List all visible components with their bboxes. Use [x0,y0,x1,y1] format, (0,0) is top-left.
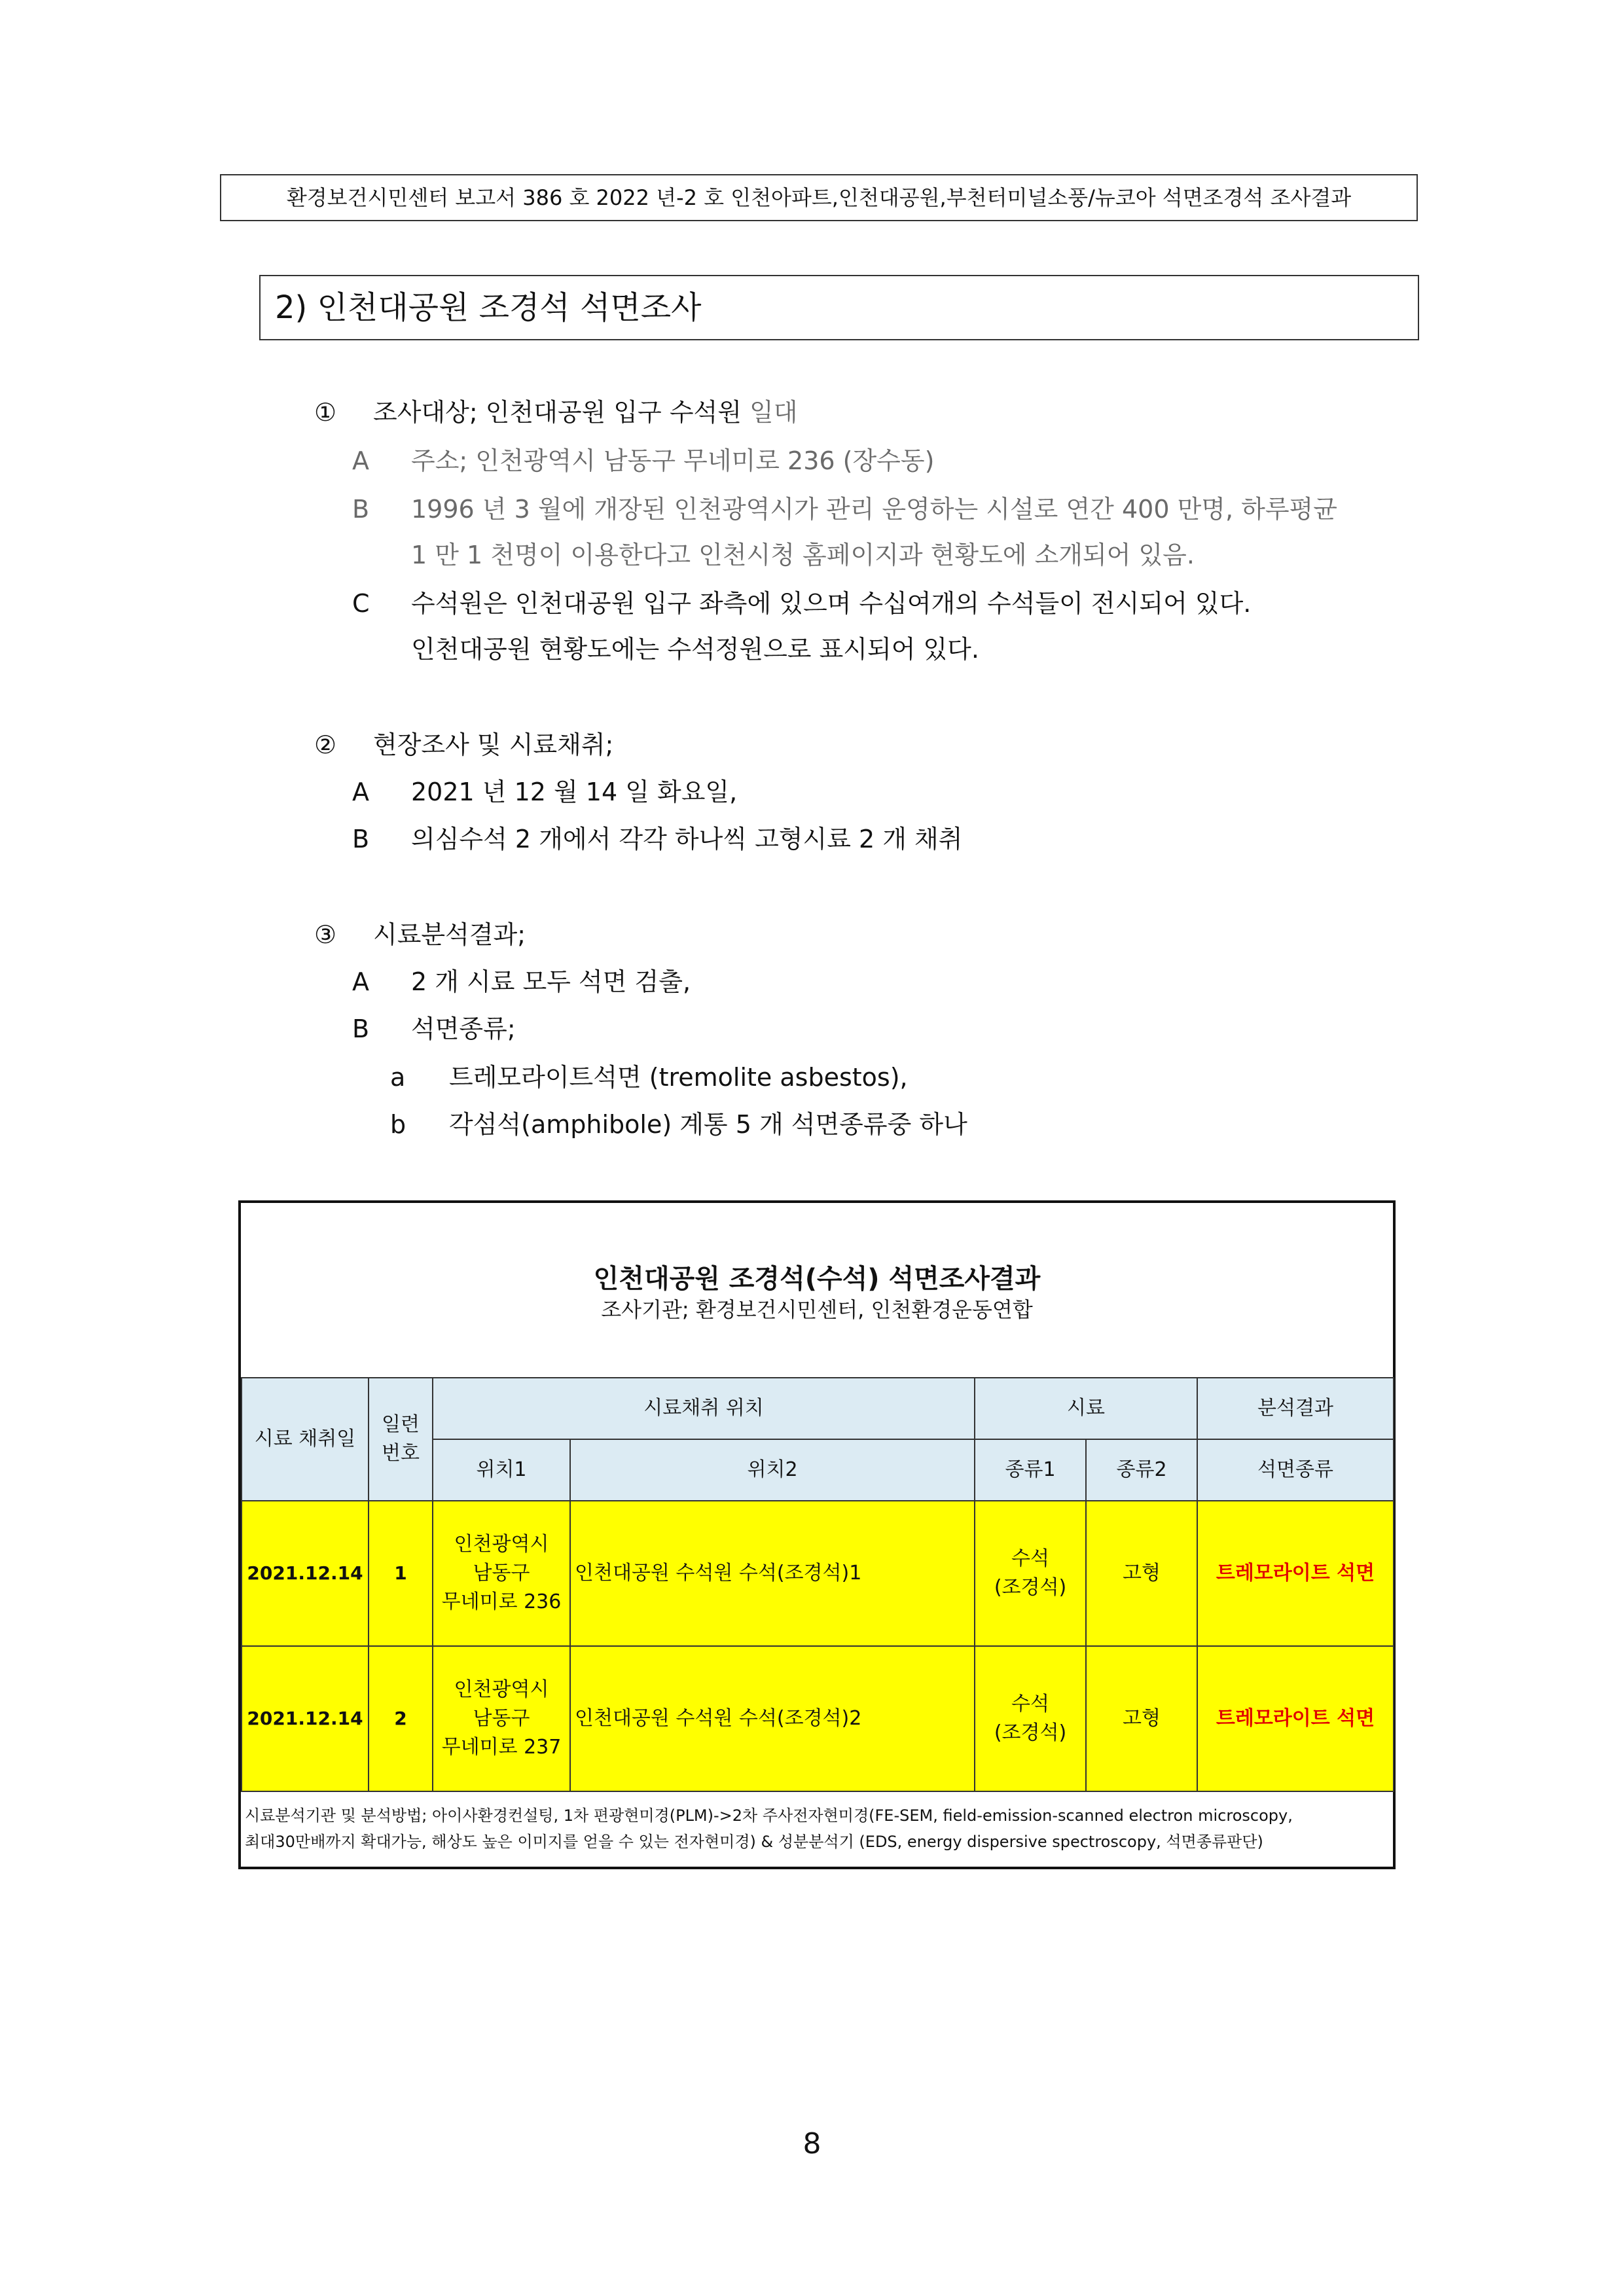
item-marker: B [352,1014,370,1043]
header-serial-no: 일련 번호 [369,1378,433,1501]
section1-heading-tail: 일대 [741,398,798,427]
cell-loc1: 인천광역시 남동구 무네미로 236 [433,1501,570,1646]
cell-result: 트레모라이트 석면 [1197,1501,1394,1646]
cell-no: 1 [369,1501,433,1646]
section3-marker: ③ [314,920,337,949]
cell-result: 트레모라이트 석면 [1197,1646,1394,1791]
section-title: 2) 인천대공원 조경석 석면조사 [259,275,1419,340]
item-marker: B [352,825,370,853]
section1-item-c-cont: 인천대공원 현황도에는 수석정원으로 표시되어 있다. [411,635,979,664]
item-marker: A [352,446,369,475]
table-subtitle: 조사기관; 환경보건시민센터, 인천환경운동연합 [601,1297,1033,1322]
section1-heading: 조사대상; 인천대공원 입구 수석원 [373,398,742,427]
section3-heading: 시료분석결과; [373,920,526,949]
cell-type1: 수석 (조경석) [975,1646,1086,1791]
cell-date: 2021.12.14 [242,1646,369,1791]
cell-type2: 고형 [1086,1646,1197,1791]
item-marker: B [352,495,370,524]
section1-item-c [352,586,1405,620]
table-title-area [241,1203,1393,1377]
section2-item-a [352,775,737,809]
subitem-text: 각섬석(amphibole) 계통 5 개 석면종류중 하나 [449,1110,967,1139]
header-result: 분석결과 [1197,1378,1394,1439]
cell-loc1: 인천광역시 남동구 무네미로 237 [433,1646,570,1791]
header-type2: 종류2 [1086,1439,1197,1501]
page-number: 8 [803,2127,821,2161]
section3-subitem-b [390,1107,967,1141]
section3-item-b [352,1012,516,1046]
item-marker: A [352,778,369,806]
item-text: 주소; 인천광역시 남동구 무네미로 236 (장수동) [411,446,935,475]
cell-type1: 수석 (조경석) [975,1501,1086,1646]
results-grid [241,1377,1394,1792]
item-marker: A [352,967,369,996]
footnote-line: 최대30만배까지 확대가능, 해상도 높은 이미지를 얻을 수 있는 전자현미경) & 성분분석기 (EDS, energy dispersive spectroscopy, 석면종류판단) [245,1833,1263,1851]
cell-no: 2 [369,1646,433,1791]
table-row [242,1501,1394,1646]
header-location: 시료채취 위치 [433,1378,975,1439]
header-loc2: 위치2 [570,1439,975,1501]
item-text: 석면종류; [411,1014,516,1043]
table-header-row [242,1378,1394,1439]
header-date: 시료 채취일 [242,1378,369,1501]
item-text: 수석원은 인천대공원 입구 좌측에 있으며 수십여개의 수석들이 전시되어 있다. [411,589,1252,618]
section3-subitem-a [390,1060,908,1094]
section1-marker: ① [314,398,337,427]
footnote-line: 시료분석기관 및 분석방법; 아이사환경컨설팅, 1차 편광현미경(PLM)->2차 주사전자현미경(FE-SEM, field-emission-scanned electron microscopy, [245,1806,1293,1825]
section1-item-b-cont: 1 만 1 천명이 이용한다고 인천시청 홈페이지과 현황도에 소개되어 있음. [411,541,1195,569]
item-text: 2 개 시료 모두 석면 검출, [411,967,691,996]
item-marker: C [352,589,370,618]
section3-item-a [352,965,691,999]
table-footnote [245,1803,1389,1855]
section1-heading-line [314,395,797,429]
cell-type2: 고형 [1086,1501,1197,1646]
header-sample: 시료 [975,1378,1197,1439]
table-title: 인천대공원 조경석(수석) 석면조사결과 [593,1264,1041,1294]
section2-heading: 현장조사 및 시료채취; [373,730,614,759]
subitem-text: 트레모라이트석면 (tremolite asbestos), [449,1063,908,1092]
section1-item-b [352,492,1405,526]
header-loc1: 위치1 [433,1439,570,1501]
running-header: 환경보건시민센터 보고서 386 호 2022 년-2 호 인천아파트,인천대공원,부천터미널소풍/뉴코아 석면조경석 조사결과 [220,174,1418,221]
item-text: 1996 년 3 월에 개장된 인천광역시가 관리 운영하는 시설로 연간 400 만명, 하루평균 [411,495,1337,524]
section1-item-a [352,444,934,478]
item-text: 의심수석 2 개에서 각각 하나씩 고형시료 2 개 채취 [411,825,963,853]
table-row [242,1646,1394,1791]
subitem-marker: b [390,1110,406,1139]
section2-marker: ② [314,730,337,759]
section3-heading-line [314,918,526,952]
cell-loc2: 인천대공원 수석원 수석(조경석)2 [570,1646,975,1791]
asbestos-result-table [238,1200,1396,1869]
header-type1: 종류1 [975,1439,1086,1501]
section2-item-b [352,822,962,856]
subitem-marker: a [390,1063,406,1092]
section2-heading-line [314,728,613,762]
item-text: 2021 년 12 월 14 일 화요일, [411,778,738,806]
header-asbestos-type: 석면종류 [1197,1439,1394,1501]
cell-loc2: 인천대공원 수석원 수석(조경석)1 [570,1501,975,1646]
cell-date: 2021.12.14 [242,1501,369,1646]
